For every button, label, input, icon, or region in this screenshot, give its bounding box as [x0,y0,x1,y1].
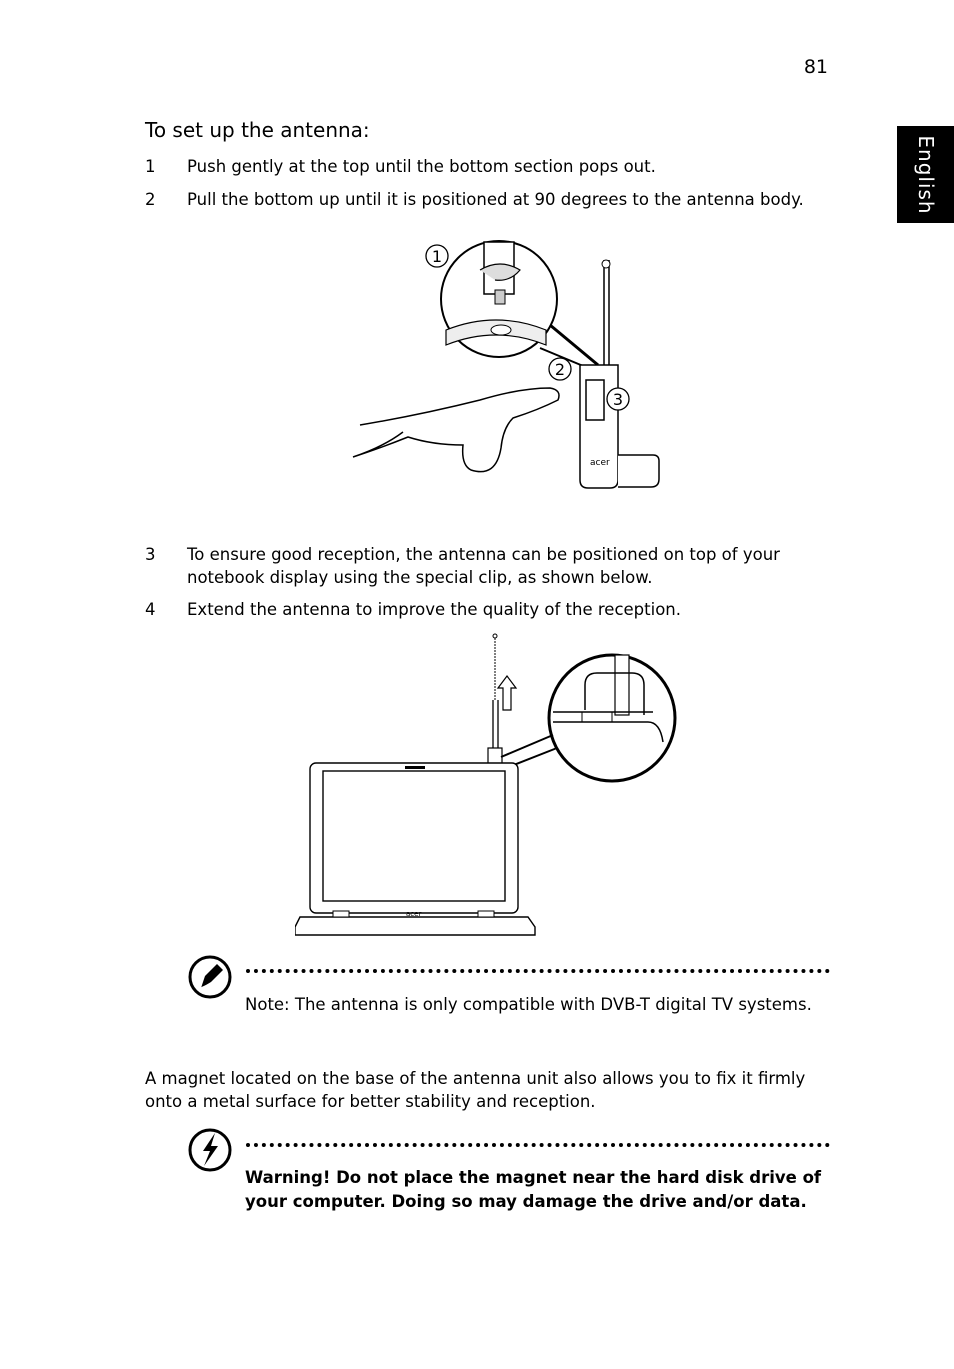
step-text: Pull the bottom up until it is positioned at 90 degrees to the antenna body. [187,190,804,209]
warning-separator [246,1143,830,1147]
body-paragraph: A magnet located on the base of the antenna unit also allows you to fix it firmly onto a metal surface for better stability and reception. [145,1069,806,1111]
antenna-setup-illustration [350,230,670,495]
notebook-brand-logo: acer [406,910,422,918]
note-label: Note: [245,995,290,1014]
step-text: To ensure good reception, the antenna can be positioned on top of your notebook display using the special clip, as shown below. [187,545,780,587]
warning-text: Warning! Do not place the magnet near the hard disk drive of your computer. Doing so may damage the drive and/or data. [245,1168,822,1211]
notebook-antenna-illustration [295,630,680,940]
section-heading: To set up the antenna: [145,118,370,142]
language-tab-label: English [913,134,938,215]
step-text: Extend the antenna to improve the quality of the reception. [187,600,681,619]
note-block [245,993,825,1017]
step-text: Push gently at the top until the bottom section pops out. [187,157,656,176]
callout-1: 1 [431,247,443,266]
step-number: 3 [145,545,156,564]
page-number: 81 [803,56,828,78]
step-number: 4 [145,600,156,619]
callout-2: 2 [554,360,566,379]
step-number: 1 [145,157,156,176]
note-separator [246,969,830,973]
antenna-brand-logo: acer [590,458,610,468]
callout-3: 3 [612,390,624,409]
step-number: 2 [145,190,156,209]
lightning-warning-icon [187,1127,235,1173]
note-pen-icon [187,954,235,1000]
note-text: The antenna is only compatible with DVB-T digital TV systems. [289,995,812,1014]
language-tab [897,126,954,223]
